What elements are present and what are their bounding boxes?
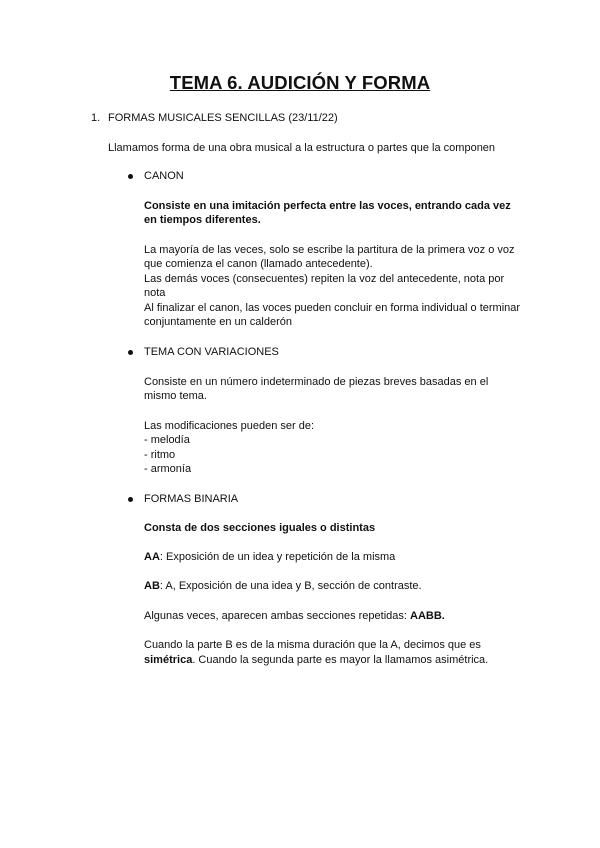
- variaciones-heading: TEMA CON VARIACIONES: [144, 346, 279, 358]
- binaria-aa-line: [144, 550, 395, 565]
- canon-text-line-5: Al finalizar el canon, las voces pueden concluir en forma individual o terminar: [144, 302, 521, 314]
- bullet-variaciones-icon: [128, 350, 133, 355]
- variaciones-definition-line-1: Consiste en un número indeterminado de piezas breves basadas en el: [144, 376, 489, 388]
- repeat-text: Algunas veces, aparecen ambas secciones repetidas:: [144, 610, 410, 622]
- canon-heading: CANON: [144, 170, 184, 182]
- symmetry-text: . Cuando la segunda parte es mayor la llamamos asimétrica.: [192, 654, 489, 666]
- ab-text: : A, Exposición de una idea y B, sección de contraste.: [159, 580, 422, 592]
- binaria-heading: FORMAS BINARIA: [144, 493, 239, 505]
- binaria-repeat-line: [144, 609, 445, 624]
- variaciones-definition-line-2: mismo tema.: [144, 390, 207, 402]
- canon-definition-line-1: Consiste en una imitación perfecta entre las voces, entrando cada vez: [144, 200, 511, 212]
- bullet-canon-icon: [128, 174, 133, 179]
- section-intro: Llamamos forma de una obra musical a la estructura o partes que la componen: [108, 142, 496, 154]
- aa-label: AA: [144, 551, 160, 563]
- page-title: TEMA 6. AUDICIÓN Y FORMA: [169, 72, 431, 93]
- canon-text-line-2: que comienza el canon (llamado antecedente).: [144, 258, 373, 270]
- canon-definition-line-2: en tiempos diferentes.: [144, 214, 261, 226]
- binaria-symmetry-line-1: Cuando la parte B es de la misma duración que la A, decimos que es: [144, 639, 481, 651]
- canon-text-line-6: conjuntamente en un calderón: [144, 316, 292, 328]
- variaciones-mods-intro: Las modificaciones pueden ser de:: [144, 420, 314, 432]
- binaria-symmetry-line-2: [144, 653, 488, 668]
- variaciones-mod-item: - armonía: [144, 463, 192, 475]
- variaciones-mod-item: - ritmo: [144, 449, 176, 461]
- binaria-definition: Consta de dos secciones iguales o distintas: [144, 522, 376, 534]
- aa-text: : Exposición de un idea y repetición de la misma: [159, 551, 396, 563]
- ab-label: AB: [144, 580, 160, 592]
- symmetry-bold: simétrica: [144, 654, 193, 666]
- bullet-binaria-icon: [128, 497, 133, 502]
- section-heading: FORMAS MUSICALES SENCILLAS (23/11/22): [108, 112, 338, 124]
- canon-text-line-3: Las demás voces (consecuentes) repiten la voz del antecedente, nota por: [144, 273, 505, 285]
- binaria-ab-line: [144, 579, 422, 594]
- repeat-bold: AABB.: [410, 610, 445, 622]
- variaciones-mod-item: - melodía: [144, 434, 190, 446]
- canon-text-line-1: La mayoría de las veces, solo se escribe la partitura de la primera voz o voz: [144, 244, 515, 256]
- canon-text-line-4: nota: [144, 287, 166, 299]
- section-number: 1.: [91, 112, 101, 124]
